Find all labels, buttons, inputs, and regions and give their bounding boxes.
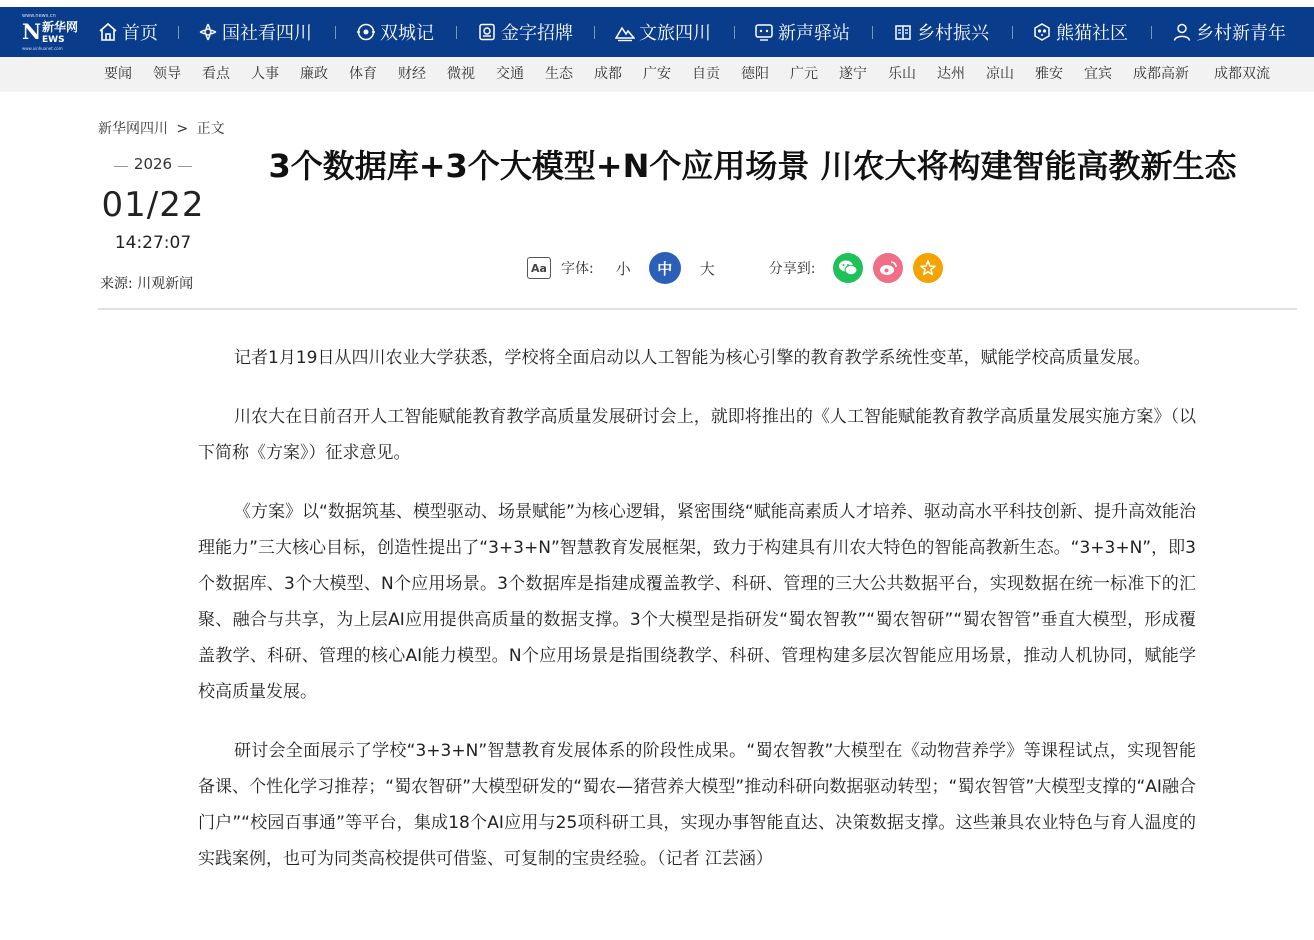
subnav-item[interactable]: 看点: [202, 66, 230, 82]
article-paragraph: 记者1月19日从四川农业大学获悉，学校将全面启动以人工智能为核心引擎的教育教学系统性变革，赋能学校高质量发展。: [234, 348, 1151, 368]
subnav-item[interactable]: 宜宾: [1084, 66, 1112, 82]
subnav-item[interactable]: 广安: [643, 66, 671, 82]
nav-label: 金字招牌: [501, 23, 573, 44]
nav-item-xiongmao[interactable]: [1032, 7, 1128, 57]
star-icon: [919, 259, 937, 277]
logo-cn-name: 新华网: [42, 20, 79, 34]
badge-icon: [477, 22, 497, 42]
nav-item-jinzi[interactable]: [477, 7, 573, 57]
subnav-item[interactable]: 成都高新: [1133, 66, 1189, 82]
subnav-item[interactable]: 人事: [251, 66, 279, 82]
subnav-item[interactable]: 体育: [349, 66, 377, 82]
nav-divider: [1151, 26, 1152, 39]
weibo-icon: [878, 259, 898, 277]
nav-label: 熊猫社区: [1056, 23, 1128, 44]
article-toolbar: [527, 252, 943, 284]
breadcrumb-separator: >: [176, 121, 189, 137]
nav-label: 新声驿站: [778, 23, 850, 44]
nav-item-xinsheng[interactable]: [754, 7, 850, 57]
article-source: 来源: 川观新闻: [100, 276, 194, 292]
nav-item-xiangcun[interactable]: [893, 7, 989, 57]
subnav-item[interactable]: 德阳: [741, 66, 769, 82]
font-small-button[interactable]: 小: [615, 259, 631, 278]
nav-label: 双城记: [380, 23, 434, 44]
logo-url: www.news.cn: [22, 13, 56, 19]
publish-year: 2026: [133, 155, 173, 173]
breadcrumb-current: 正文: [196, 121, 225, 137]
nav-item-xinqingnian[interactable]: [1172, 7, 1286, 57]
breadcrumb: [98, 118, 225, 138]
subnav-item[interactable]: 要闻: [104, 66, 132, 82]
favorite-share-button[interactable]: [913, 253, 943, 283]
nav-label: 国社看四川: [222, 23, 312, 44]
subnav-item[interactable]: 成都: [594, 66, 622, 82]
nav-divider: [734, 26, 735, 39]
subnav-item[interactable]: 领导: [153, 66, 181, 82]
breadcrumb-home-link[interactable]: 新华网四川: [98, 121, 168, 137]
chat-icon: [754, 22, 774, 42]
subnav-item[interactable]: 雅安: [1035, 66, 1063, 82]
subnav-item[interactable]: 交通: [496, 66, 524, 82]
nav-item-home[interactable]: [98, 7, 158, 57]
nav-divider: [456, 26, 457, 39]
xinhua-logo[interactable]: [22, 13, 84, 53]
year-line-right: [178, 166, 192, 167]
subnav-item[interactable]: 微视: [447, 66, 475, 82]
nav-label: 乡村新青年: [1196, 23, 1286, 44]
subnav-item[interactable]: 成都双流: [1214, 66, 1270, 82]
subnav-item[interactable]: 凉山: [986, 66, 1014, 82]
target-icon: [356, 22, 376, 42]
article-title: 3个数据库+3个大模型+N个应用场景 川农大将构建智能高教新生态: [268, 147, 1237, 185]
font-size-icon: Aa: [527, 257, 551, 279]
share-label: 分享到:: [768, 261, 816, 277]
nav-divider: [178, 26, 179, 39]
panda-icon: [1032, 22, 1052, 42]
header-divider: [98, 308, 1297, 310]
subnav-item[interactable]: 廉政: [300, 66, 328, 82]
article-paragraph: 研讨会全面展示了学校“3+3+N”智慧教育发展体系的阶段性成果。“蜀农智教”大模型在《动物营养学》等课程试点，实现智能备课、个性化学习推荐；“蜀农智研”大模型研发的“蜀农—猪营养大模型”推动科研向数据驱动转型；“蜀农智管”大模型支撑的“AI融合门户”“校园百事通”等平台，集成18个AI应用与25项科研工具，实现办事智能直达、决策数据支撑。这些兼具农业特色与育人温度的实践案例，也可为同类高校提供可借鉴、可复制的宝贵经验。（记者 江芸涵）: [198, 741, 1196, 869]
logo-url-bottom: www.xinhuanet.com: [22, 46, 63, 51]
font-large-button[interactable]: 大: [699, 259, 715, 278]
publish-time: 14:27:07: [114, 233, 192, 253]
sub-navigation-bar: [0, 57, 1314, 92]
home-icon: [98, 22, 118, 42]
mountain-icon: [615, 22, 635, 42]
nav-label: 文旅四川: [639, 23, 711, 44]
subnav-item[interactable]: 生态: [545, 66, 573, 82]
subnav-item[interactable]: 财经: [398, 66, 426, 82]
subnav-item[interactable]: 自贡: [692, 66, 720, 82]
logo-ews: EWS: [42, 35, 65, 45]
logo-letter: N: [22, 19, 42, 44]
article-paragraph: 川农大在日前召开人工智能赋能教育教学高质量发展研讨会上，就即将推出的《人工智能赋能教育教学高质量发展实施方案》（以下简称《方案》）征求意见。: [198, 407, 1196, 463]
person-icon: [1172, 22, 1192, 42]
font-medium-button[interactable]: 中: [649, 252, 681, 284]
wechat-icon: [838, 259, 858, 277]
subnav-item[interactable]: 广元: [790, 66, 818, 82]
top-navigation-bar: [0, 7, 1314, 57]
nav-divider: [1012, 26, 1013, 39]
nav-item-shuangchengji[interactable]: [356, 7, 434, 57]
font-size-label: 字体:: [561, 261, 594, 277]
nav-divider: [872, 26, 873, 39]
nav-label: 乡村振兴: [917, 23, 989, 44]
book-icon: [893, 22, 913, 42]
flower-icon: [198, 22, 218, 42]
nav-item-guoshe[interactable]: [198, 7, 312, 57]
article-paragraph: 《方案》以“数据筑基、模型驱动、场景赋能”为核心逻辑，紧密围绕“赋能高素质人才培养、驱动高水平科技创新、提升高效能治理能力”三大核心目标，创造性提出了“3+3+N”智慧教育发展框架，致力于构建具有川农大特色的智能高教新生态。“3+3+N”，即3个数据库、3个大模型、N个应用场景。3个数据库是指建成覆盖教学、科研、管理的三大公共数据平台，实现数据在统一标准下的汇聚、融合与共享，为上层AI应用提供高质量的数据支撑。3个大模型是指研发“蜀农智教”“蜀农智研”“蜀农智管”垂直大模型，形成覆盖教学、科研、管理的核心AI能力模型。N个应用场景是指围绕教学、科研、管理构建多层次智能应用场景，推动人机协同，赋能学校高质量发展。: [198, 502, 1196, 702]
nav-divider: [335, 26, 336, 39]
article-body: [198, 340, 1196, 900]
subnav-item[interactable]: 乐山: [888, 66, 916, 82]
wechat-share-button[interactable]: [833, 253, 863, 283]
subnav-item[interactable]: 遂宁: [839, 66, 867, 82]
nav-label: 首页: [122, 23, 158, 44]
nav-divider: [594, 26, 595, 39]
nav-item-wenlv[interactable]: [615, 7, 711, 57]
publish-day: 01/22: [101, 185, 205, 225]
subnav-item[interactable]: 达州: [937, 66, 965, 82]
weibo-share-button[interactable]: [873, 253, 903, 283]
